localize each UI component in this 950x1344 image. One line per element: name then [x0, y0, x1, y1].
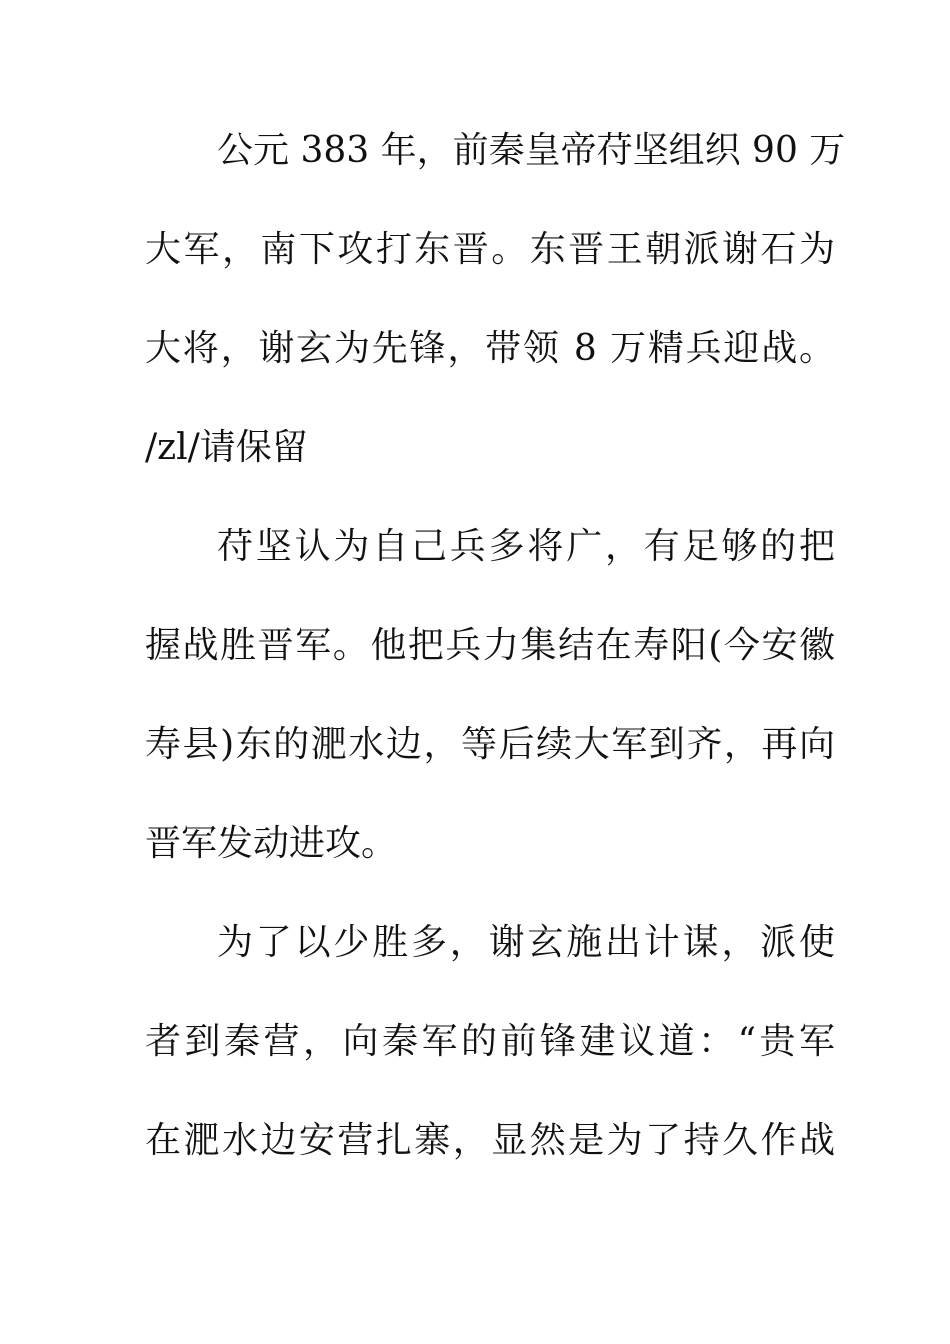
document-body: [145, 127, 846, 1216]
paragraph-1-line-1: 公元 383 年，前秦皇帝苻坚组织 90 万: [217, 130, 846, 171]
paragraph-3-line-2: 者到秦营，向秦军的前锋建议道：“贵军: [145, 1021, 835, 1062]
paragraph-1-line-4: /zl/请保留: [145, 427, 308, 468]
paragraph-2-line-3: 寿县)东的淝水边，等后续大军到齐，再向: [145, 724, 835, 765]
paragraph-3-line-1: 为了以少胜多，谢玄施出计谋，派使: [217, 922, 835, 963]
paragraph-1-line-2: 大军，南下攻打东晋。东晋王朝派谢石为: [145, 229, 835, 270]
paragraph-2-line-2: 握战胜晋军。他把兵力集结在寿阳(今安徽: [145, 625, 835, 666]
paragraph-2-line-4: 晋军发动进攻。: [145, 823, 398, 864]
paragraph-3-line-3: 在淝水边安营扎寨，显然是为了持久作战: [145, 1120, 835, 1161]
paragraph-1-line-3: 大将，谢玄为先锋，带领 8 万精兵迎战。: [145, 328, 835, 369]
paragraph-2-line-1: 苻坚认为自己兵多将广，有足够的把: [217, 526, 835, 567]
